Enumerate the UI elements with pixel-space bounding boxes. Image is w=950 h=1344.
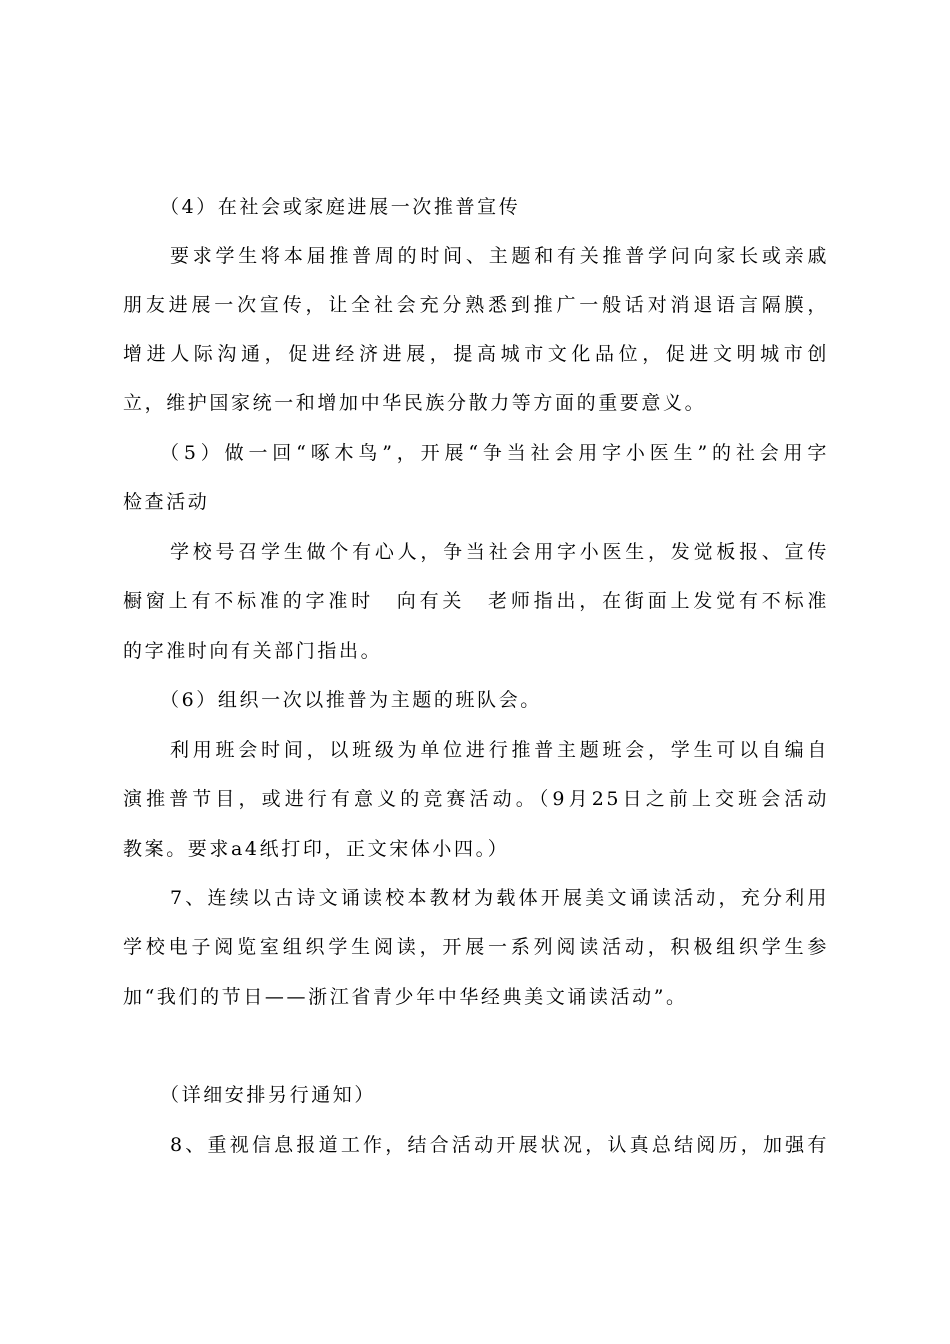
heading-item-6: （6）组织一次以推普为主题的班队会。 [160,689,542,711]
heading-item-4: （4）在社会或家庭进展一次推普宣传 [160,196,521,218]
paragraph-line: 增进人际沟通，促进经济进展，提高城市文化品位，促进文明城市创 [123,343,829,365]
paragraph-line: 立，维护国家统一和增加中华民族分散力等方面的重要意义。 [123,392,707,414]
item-7-line: 7、连续以古诗文诵读校本教材为载体开展美文诵读活动，充分利用 [170,887,829,909]
note-line: （详细安排另行通知） [160,1084,377,1106]
paragraph-line: 教案。要求a4纸打印，正文宋体小四。） [123,838,510,860]
item-7-line: 学校电子阅览室组织学生阅读，开展一系列阅读活动，积极组织学生参 [123,936,829,958]
paragraph-line: 要求学生将本届推普周的时间、主题和有关推普学问向家长或亲戚 [170,245,829,267]
paragraph-line: 朋友进展一次宣传，让全社会充分熟悉到推广一般话对消退语言隔膜， [123,294,829,316]
paragraph-line: 利用班会时间，以班级为单位进行推普主题班会，学生可以自编自 [170,739,829,761]
item-8-line: 8、重视信息报道工作，结合活动开展状况，认真总结阅历，加强有 [170,1134,829,1156]
item-7-line: 加“我们的节日——浙江省青少年中华经典美文诵读活动”。 [123,986,688,1008]
heading-item-5-continued: 检查活动 [123,491,210,513]
paragraph-line: 的字准时向有关部门指出。 [123,640,383,662]
paragraph-line: 学校号召学生做个有心人，争当社会用字小医生，发觉板报、宣传 [170,541,829,563]
paragraph-line: 演推普节目，或进行有意义的竞赛活动。（9月25日之前上交班会活动 [123,788,829,810]
paragraph-line: 橱窗上有不标准的字准时 向有关 老师指出，在街面上发觉有不标准 [123,590,829,612]
heading-item-5: （5）做一回“啄木鸟”，开展“争当社会用字小医生”的社会用字 [160,442,829,464]
